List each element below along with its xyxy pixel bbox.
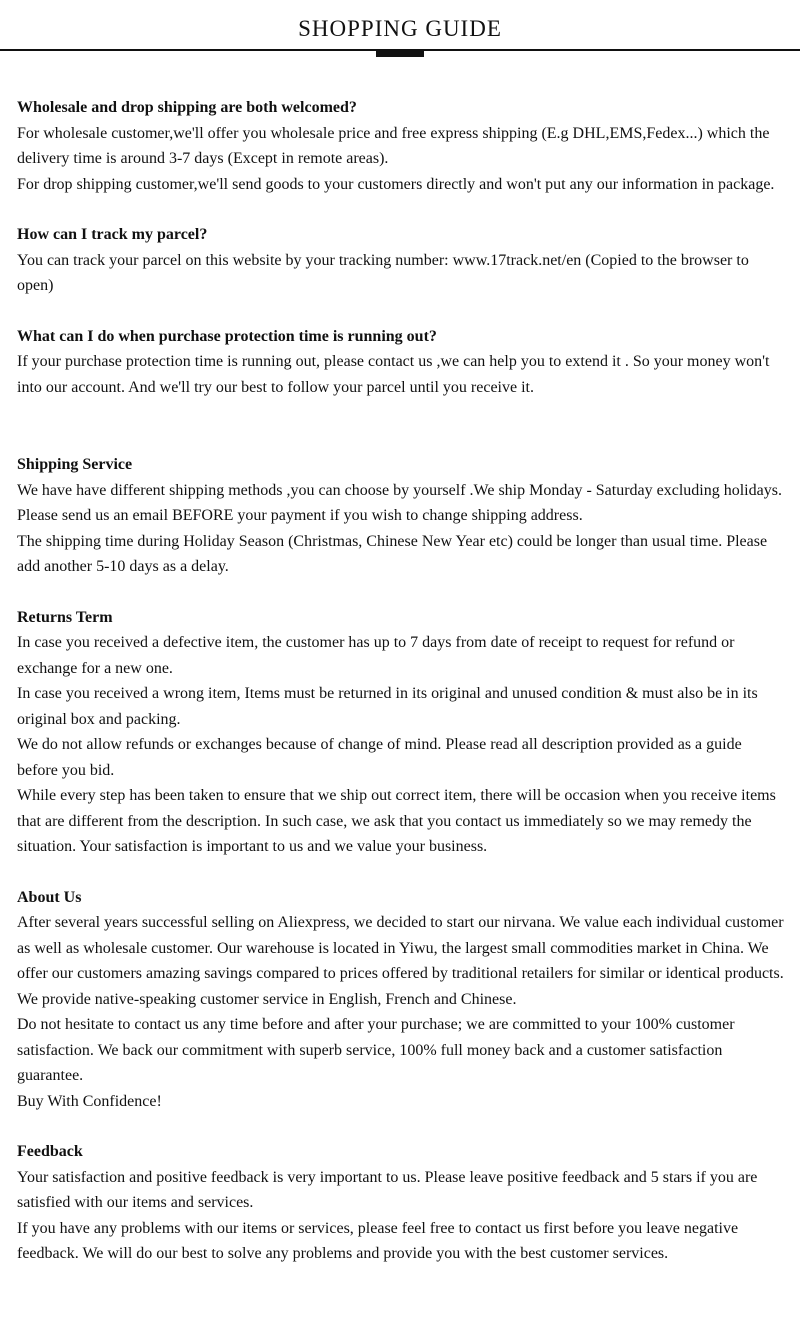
section-paragraph: For wholesale customer,we'll offer you wholesale price and free express shipping (E.g DHL,EMS,Fedex...) which the delivery time is around 3-7 days (Except in remote areas). [17, 124, 770, 167]
section-paragraph: You can track your parcel on this website by your tracking number: www.17track.net/en (Copied to the browser to open) [17, 251, 749, 294]
section-paragraph: We provide native-speaking customer service in English, French and Chinese. [17, 990, 517, 1008]
section-heading: What can I do when purchase protection time is running out? [17, 327, 437, 345]
section-paragraph: Please send us an email BEFORE your payment if you wish to change shipping address. [17, 507, 583, 524]
header-divider-accent [376, 51, 424, 57]
section-heading: Wholesale and drop shipping are both welcomed? [17, 99, 357, 116]
header-divider [0, 49, 800, 51]
section-paragraph: If your purchase protection time is running out, please contact us ,we can help you to extend it . So your money won't into our account. And we'll try our best to follow your parcel until you receive it. [17, 353, 770, 396]
section-paragraph: We have have different shipping methods ,you can choose by yourself .We ship Monday - Saturday excluding holidays. [17, 481, 782, 499]
section-paragraph: Buy With Confidence! [17, 1092, 162, 1110]
section-heading: How can I track my parcel? [17, 226, 208, 243]
section-paragraph: After several years successful selling on Aliexpress, we decided to start our nirvana. We value each individual customer as well as wholesale customer. Our warehouse is located in Yiwu, the largest small commodities market in China. We offer our customers amazing savings compared to prices offered by traditional retailers for similar or identical products. [17, 914, 784, 982]
shopping-guide-content [0, 51, 800, 1332]
guide-section-feedback [17, 1139, 784, 1267]
section-paragraph: While every step has been taken to ensure that we ship out correct item, there will be occasion when you receive items that are different from the description. In such case, we ask that you contact us immediately so we may remedy the situation. Your satisfaction is important to us and we value your business. [17, 787, 776, 855]
page-title: SHOPPING GUIDE [298, 16, 502, 41]
guide-section-about-us [17, 885, 784, 1115]
page-header [0, 0, 800, 51]
section-paragraph: In case you received a defective item, the customer has up to 7 days from date of receipt to request for refund or exchange for a new one. [17, 634, 735, 677]
section-heading: Returns Term [17, 608, 113, 626]
section-paragraph: In case you received a wrong item, Items must be returned in its original and unused condition & must also be in its original box and packing. [17, 685, 758, 728]
section-paragraph: We do not allow refunds or exchanges because of change of mind. Please read all description provided as a guide before you bid. [17, 736, 742, 779]
guide-section-purchase-protection [17, 324, 784, 401]
section-paragraph: Your satisfaction and positive feedback is very important to us. Please leave positive feedback and 5 stars if you are satisfied with our items and services. [17, 1168, 758, 1211]
guide-section-returns-term [17, 605, 784, 860]
section-paragraph: The shipping time during Holiday Season (Christmas, Chinese New Year etc) could be longer than usual time. Please add another 5-10 days as a delay. [17, 532, 768, 575]
guide-section-track-parcel [17, 222, 784, 299]
guide-section-shipping-service [17, 452, 784, 580]
section-paragraph: If you have any problems with our items or services, please feel free to contact us first before you leave negative feedback. We will do our best to solve any problems and provide you with the best customer services. [17, 1219, 739, 1262]
section-heading: Feedback [17, 1143, 83, 1160]
section-heading: About Us [17, 888, 82, 906]
section-paragraph: Do not hesitate to contact us any time before and after your purchase; we are committed to your 100% customer satisfaction. We back our commitment with superb service, 100% full money back and a customer satisfaction guarantee. [17, 1016, 735, 1084]
guide-section-wholesale-dropshipping [17, 95, 784, 197]
section-heading: Shipping Service [17, 456, 133, 473]
section-paragraph: For drop shipping customer,we'll send goods to your customers directly and won't put any our information in package. [17, 175, 775, 193]
